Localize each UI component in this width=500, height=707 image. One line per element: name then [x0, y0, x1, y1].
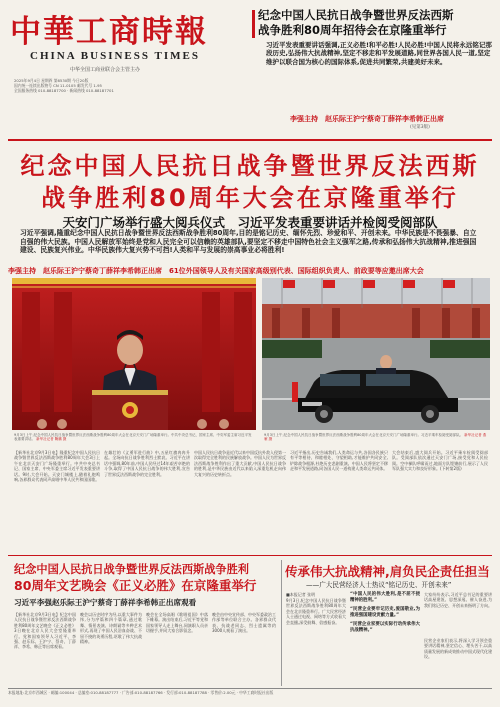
section3-quote3: “民营企业家要以实际行动传承伟大抗战精神。” [350, 622, 420, 633]
main-lead: 习近平强调,隆重纪念中国人民抗日战争暨世界反法西斯战争胜利80周年,目的是铭记历史、缅怀先烈、珍爱和平、开创未来。中华民族是不畏强暴、自立自强的伟大民族。中国人民解放军始终是党和人民完全可以信赖的英雄部队,要坚定不移走中国特色社会主义强军之路,传承和弘扬伟大抗战精神,推进强国建设、民族复兴伟业。中华民族伟大复兴势不可挡!人类和平与发展的崇高事业必将胜利! [20, 229, 477, 255]
teaser-body: 习近平发表重要讲话强调,正义必胜!和平必胜!人民必胜!中国人民将永远铭记那段历史,弘扬伟大抗战精神,坚定不移走和平发展道路,同世界各国人民一道,坚定维护以联合国为核心的国际体系,促进共同繁荣,共建美好未来。 [266, 41, 492, 66]
photo-parade-image [262, 278, 490, 430]
section3-title: 传承伟大抗战精神,肩负民企责任担当 [285, 564, 490, 579]
main-byline: 李强主持 赵乐际王沪宁蔡奇丁薛祥李希韩正出席 61位外国领导人及有关国家高级别代表、国际组织负责人、前政要等应邀出席大会 [8, 267, 424, 275]
issue-info-line3: 全国服务热线 010-88187700 · 新闻热线 010-88187701 [14, 88, 114, 93]
section2-title [14, 562, 278, 594]
section-divider [8, 555, 492, 556]
main-body-col5: 大会结束后,盛大阅兵开始。习近平乘车检阅受阅部队。受阅部队依次通过天安门广场,接受党和人民检阅。空中梯队呼啸而过,地面方队铿锵前行,展示了人民军队强大实力和良好形象。(下转第2版) [392, 450, 488, 472]
main-body-col2: 在雄壮的《义勇军进行曲》中,五星红旗冉冉升起。全场向抗日战争胜利烈士默哀。习近平在讲话中强调,80年前,中国人民经过14年艰苦卓绝的斗争,取得了中国人民抗日战争的伟大胜利,宣告了世界反法西斯战争的完全胜利。 [104, 450, 190, 477]
footer-divider [8, 688, 492, 689]
main-subheadline: 天安门广场举行盛大阅兵仪式 习近平发表重要讲话并检阅受阅部队 [62, 215, 438, 230]
section2-title-line2: 80周年文艺晚会《正义必胜》在京隆重举行 [14, 578, 257, 593]
photo-speech-caption-text: 9月3日上午,纪念中国人民抗日战争暨世界反法西斯战争胜利80周年大会在北京天安门广场隆重举行。中共中央总书记、国家主席、中央军委主席习近平发表重要讲话。 [14, 433, 252, 442]
teaser-title [258, 8, 496, 38]
photo-speech-caption [14, 433, 254, 442]
masthead-divider [8, 139, 492, 141]
photo-speech-image [12, 278, 256, 430]
main-body-col3: 中国人民抗日战争是近代以来中国反抗外敌入侵第一次取得完全胜利的民族解放战争。中国人民为世界反法西斯战争胜利作出了重大贡献,中国人民抗日战争的胜利,是中华民族由近代以来陷入深重危机走向伟大复兴的历史转折点。 [194, 450, 286, 477]
teaser-accent-bar [252, 10, 255, 38]
section2-body-col3: 晚会在全场高唱《歌唱祖国》中落下帷幕。演出结束后,习近平等党和国家领导人走上舞台,同演职人员亲切握手,并同大家合影留念。 [146, 612, 208, 634]
section3-body-col1: 9月3日,纪念中国人民抗日战争暨世界反法西斯战争胜利80周年大会在北京隆重举行。广大民营经济人士通过电视、网络等方式收看大会直播,深受鼓舞、倍感振奋。 [286, 598, 346, 625]
section3-reporter: ■本报记者 张明 [286, 592, 316, 597]
section2-title-line1: 纪念中国人民抗日战争暨世界反法西斯战争胜利 [14, 563, 249, 576]
issue-info-line2: 国内统一连续出版物号 CN 11-0105 邮发代号 1-95 [14, 83, 102, 88]
section2-subtitle: 习近平李强赵乐际王沪宁蔡奇丁薛祥李希韩正出席观看 [14, 598, 197, 607]
section3-quote2: “民营企业要牢记历史,爱国敬业,为推进强国建设贡献力量。” [350, 607, 420, 618]
section3-body-col3: 民营企业家们表示,将深入学习领会重要讲话精神,坚定信心、埋头苦干,以高质量发展的新成效推动中国式现代化建设。 [424, 638, 492, 660]
photo-speech [12, 278, 256, 430]
main-headline-line2: 战争胜利80周年大会在京隆重举行 [41, 184, 459, 212]
issue-info [14, 78, 250, 93]
masthead-title: 中華工商時報 [10, 14, 208, 50]
issue-info-line1: 2025年9月4日 星期四 第6530期 今日20版 [14, 78, 89, 83]
masthead-subtitle: 中华全国工商业联合会主管主办 [70, 67, 141, 73]
section2-body-col4: 晚会由中央宣传部、中央军委政治工作部等单位联合主办。各界群众代表、抗战老同志、烈士遗属等约3000人观看了演出。 [212, 612, 276, 634]
section3-subtitle: ——广大民营经济人士热议“铭记历史、开创未来” [306, 581, 452, 589]
photo-parade [262, 278, 490, 430]
masthead-english-title: CHINA BUSINESS TIMES [30, 50, 201, 62]
photo-speech-credit: 新华社记者 鞠鹏 摄 [36, 437, 67, 442]
section2-body-col1: 【新华社北京9月3日电】纪念中国人民抗日战争暨世界反法西斯战争胜利80周年文艺晚会《正义必胜》3日晚在北京人民大会堂隆重举行。党和国家领导人习近平、李强、赵乐际、王沪宁、蔡奇、丁薛祥、李希、韩正等出席观看。 [14, 612, 76, 650]
section-vertical-divider [281, 560, 282, 686]
section2-body-col2: 晚会以历史时序为经,以重大事件为纬,分为序篇和四个篇章,通过歌舞、情景表演、诗朗诵等多种艺术形式,再现了中国人民浴血奋战、不屈不挠的英勇历程,讴歌了伟大抗战精神。 [80, 612, 142, 645]
photo-parade-caption-text: 9月3日上午,纪念中国人民抗日战争暨世界反法西斯战争胜利80周年大会在北京天安门广场隆重举行。习近平乘车检阅受阅部队。 [264, 433, 464, 437]
teaser-attendees: 李强主持 赵乐际王沪宁蔡奇丁薛祥李希韩正出席 [290, 115, 444, 123]
main-body-col1: 【新华社北京9月3日电】隆重纪念中国人民抗日战争暨世界反法西斯战争胜利80周年大会3日上午在北京天安门广场隆重举行。中共中央总书记、国家主席、中央军委主席习近平发表重要讲话。9时,大会开始。天安门城楼上,随着礼炮鸣响,各界群众代表同声高唱中华人民共和国国歌。 [14, 450, 100, 483]
teaser-title-line2: 战争胜利80周年招待会在京隆重举行 [258, 23, 447, 37]
footer-info: 本报地址:北京市西城区 · 邮编:100044 · 总编室:010-88187777 · 广告部:010-88187766 · 发行部:010-88187788 · 零售价:2.00元 · 中华工商时报社出版 [8, 690, 274, 695]
photo-parade-caption [264, 433, 488, 442]
teaser-title-line1: 纪念中国人民抗日战争暨世界反法西斯 [258, 8, 454, 22]
main-body-col4: 习近平指出,历史告诫我们,人类命运与共,各国各民族只有平等相待、和睦相处、守望相助,才能维护共同安全,铲除战争根源,杜绝历史悲剧重演。中国人民将坚定不移走和平发展道路,同各国人民一道构建人类命运共同体。 [290, 450, 388, 472]
teaser-page-ref: (见第3版) [410, 125, 430, 130]
photo-parade-credit: 新华社记者 燕雁 摄 [264, 433, 487, 442]
main-headline-line1: 纪念中国人民抗日战争暨世界反法西斯 [20, 152, 480, 180]
section3-quote-block [350, 592, 420, 684]
section3-quote1: “中国人民的伟大胜利,是不屈不挠精神的胜利。” [350, 592, 420, 603]
section3-body-col2: 大家纷纷表示,习近平总书记的重要讲话高屋建瓴、思想深邃、催人奋进,为我们铭记历史、开创未来指明了方向。 [424, 592, 492, 608]
